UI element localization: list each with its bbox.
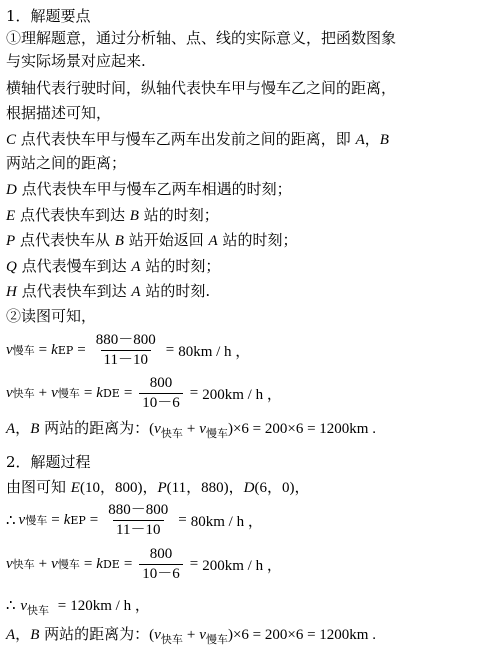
point-d-line: [6, 179, 292, 200]
station-a-letter: A: [6, 421, 16, 437]
equation-distance: [6, 418, 376, 444]
point-p-letter: P: [157, 480, 167, 496]
fraction-denominator: 10－6: [139, 393, 183, 412]
heading-solution-process: 2．解题过程: [6, 453, 91, 471]
distance-label: 两站的距离为：: [44, 625, 150, 643]
equation-distance-2: [6, 624, 376, 650]
velocity-symbol: v: [51, 384, 58, 401]
fraction-numerator: 880－800: [95, 331, 156, 348]
equals-sign: =: [123, 555, 133, 572]
fraction-numerator: 880－800: [108, 501, 169, 518]
velocity-symbol: v: [20, 598, 27, 614]
equation-combined-speed-2: [6, 544, 282, 584]
point-letter: Q: [6, 259, 17, 275]
open-paren: (: [149, 627, 155, 643]
point-1-line-1: [6, 28, 396, 48]
equation-slow-speed: [6, 330, 250, 370]
slope-symbol: k: [96, 384, 103, 401]
fraction-numerator: 800: [149, 374, 173, 391]
equals-sign: =: [189, 555, 199, 572]
point-text-3: 站的时刻；: [222, 231, 298, 249]
separator: ，: [15, 419, 31, 437]
circled-marker-2: ②: [6, 307, 22, 325]
velocity-symbol: v: [154, 627, 161, 643]
point-1-line-2: 与实际场景对应起来.: [6, 52, 146, 70]
point-text: 点代表慢车到达: [21, 257, 127, 275]
equation-result: 120km / h ，: [70, 598, 150, 614]
fast-car-subscript: 快车: [160, 633, 183, 646]
known-intro: 由图可知: [6, 478, 67, 496]
station-b-letter: B: [379, 132, 389, 148]
equals-sign: =: [189, 384, 199, 401]
close-paren: ): [227, 421, 233, 437]
fraction-denominator: 11－10: [101, 350, 151, 369]
velocity-symbol: v: [199, 627, 206, 643]
equals-sign: =: [38, 341, 48, 358]
equals-sign: =: [77, 341, 86, 358]
plus-sign: +: [38, 555, 48, 572]
fraction: [139, 375, 183, 412]
therefore-symbol: ∴: [6, 598, 16, 614]
point-p-coordinates: (11，880): [166, 480, 229, 496]
heading-key-points: 1．解题要点: [6, 7, 91, 25]
separator: ，: [15, 625, 31, 643]
point-text: 点代表快车甲与慢车乙两车相遇的时刻；: [21, 180, 292, 198]
fast-car-subscript: 快车: [12, 387, 35, 400]
fast-car-subscript: 快车: [27, 604, 49, 617]
point-letter: P: [6, 233, 16, 249]
station-a-letter: A: [355, 132, 365, 148]
point-text-2: 站的时刻；: [145, 257, 221, 275]
slow-car-subscript: 慢车: [57, 558, 80, 571]
slow-car-subscript: 慢车: [12, 344, 35, 357]
station-letter: A: [131, 284, 141, 300]
point-2-line: [6, 306, 96, 326]
velocity-symbol: v: [199, 421, 206, 437]
slow-car-subscript: 慢车: [57, 387, 80, 400]
point-c-line: [6, 129, 389, 150]
equals-sign: =: [178, 511, 187, 528]
distance-result: ×6 = 200×6 = 1200km .: [232, 627, 376, 643]
description-intro: 根据描述可知，: [6, 104, 112, 122]
open-paren: (: [149, 421, 155, 437]
equals-sign: =: [57, 598, 67, 614]
point-d-coordinates: (6，0): [254, 480, 295, 496]
point-2-text: 读图可知，: [21, 307, 97, 325]
equation-result: 80km / h ，: [178, 343, 251, 360]
point-d-letter: D: [243, 480, 255, 496]
velocity-symbol: v: [6, 341, 13, 358]
plus-sign: +: [186, 627, 196, 643]
close-paren: ): [227, 627, 233, 643]
fast-car-subscript: 快车: [12, 558, 35, 571]
point-text-2: 站的时刻.: [145, 282, 211, 300]
fast-car-subscript: 快车: [160, 427, 183, 440]
equation-slow-speed-2: [6, 500, 263, 540]
station-b-letter: B: [30, 627, 40, 643]
equation-fast-speed: [6, 595, 150, 621]
fraction-numerator: 800: [149, 545, 173, 562]
equals-sign: =: [83, 555, 93, 572]
point-letter: D: [6, 182, 17, 198]
equals-sign: =: [123, 384, 133, 401]
point-text: 点代表快车到达: [19, 206, 125, 224]
circled-marker-1: ①: [6, 29, 22, 47]
separator: ，: [364, 130, 380, 148]
equals-sign: =: [89, 511, 99, 528]
distance-result: ×6 = 200×6 = 1200km .: [232, 421, 376, 437]
plus-sign: +: [38, 384, 48, 401]
separator: ，: [228, 478, 244, 496]
distance-label: 两站的距离为：: [44, 419, 150, 437]
point-p-line: [6, 230, 297, 251]
slope-subscript-de: DE: [102, 386, 120, 400]
axes-description: 横轴代表行驶时间，纵轴代表快车甲与慢车乙之间的距离，: [6, 79, 397, 97]
equals-sign: =: [51, 511, 60, 528]
equals-sign: =: [165, 341, 175, 358]
station-letter: B: [129, 208, 139, 224]
slope-symbol: k: [51, 341, 58, 358]
point-e-line: [6, 205, 219, 226]
station-a-letter: A: [6, 627, 16, 643]
fraction-denominator: 11－10: [113, 520, 163, 539]
point-1-text: 理解题意，通过分析轴、点、线的实际意义，把函数图象: [21, 29, 397, 47]
station-letter: A: [131, 259, 141, 275]
equation-result: 80km / h ，: [190, 513, 263, 530]
station-letter: B: [114, 233, 124, 249]
slow-car-subscript: 慢车: [205, 427, 228, 440]
point-q-line: [6, 256, 220, 277]
velocity-symbol: v: [18, 511, 26, 528]
separator: ，: [142, 478, 158, 496]
slope-subscript-ep: EP: [57, 343, 74, 357]
equation-result: 200km / h ，: [202, 557, 282, 574]
known-points-line: [6, 477, 309, 498]
fraction: [93, 332, 159, 369]
point-text-2: 站的时刻；: [143, 206, 219, 224]
velocity-symbol: v: [154, 421, 161, 437]
station-letter-2: A: [208, 233, 218, 249]
point-text: 点代表快车到达: [21, 282, 127, 300]
point-e-letter: E: [70, 480, 80, 496]
slope-subscript-ep: EP: [70, 513, 86, 527]
fraction-denominator: 10－6: [139, 564, 183, 583]
velocity-symbol: v: [51, 555, 58, 572]
point-letter: H: [6, 284, 17, 300]
point-letter: E: [6, 208, 16, 224]
equation-combined-speed: [6, 373, 282, 413]
slow-car-subscript: 慢车: [205, 633, 228, 646]
point-letter: C: [6, 132, 17, 148]
slow-car-subscript: 慢车: [25, 514, 48, 527]
point-e-coordinates: (10，800): [79, 480, 143, 496]
point-c-continuation: 两站之间的距离；: [6, 154, 127, 172]
velocity-symbol: v: [6, 384, 13, 401]
velocity-symbol: v: [6, 555, 13, 572]
fraction: [105, 502, 171, 539]
point-h-line: [6, 281, 210, 302]
slope-subscript-de: DE: [102, 557, 120, 571]
therefore-symbol: ∴: [6, 512, 16, 529]
plus-sign: +: [186, 421, 196, 437]
fraction: [139, 546, 183, 583]
station-b-letter: B: [30, 421, 40, 437]
equals-sign: =: [83, 384, 93, 401]
slope-symbol: k: [63, 511, 71, 528]
equation-result: 200km / h ，: [202, 386, 282, 403]
point-text: 点代表快车甲与慢车乙两车出发前之间的距离，即: [20, 130, 351, 148]
slope-symbol: k: [96, 555, 103, 572]
point-text-2: 站开始返回: [128, 231, 204, 249]
point-text: 点代表快车从: [19, 231, 110, 249]
separator: ，: [294, 478, 310, 496]
